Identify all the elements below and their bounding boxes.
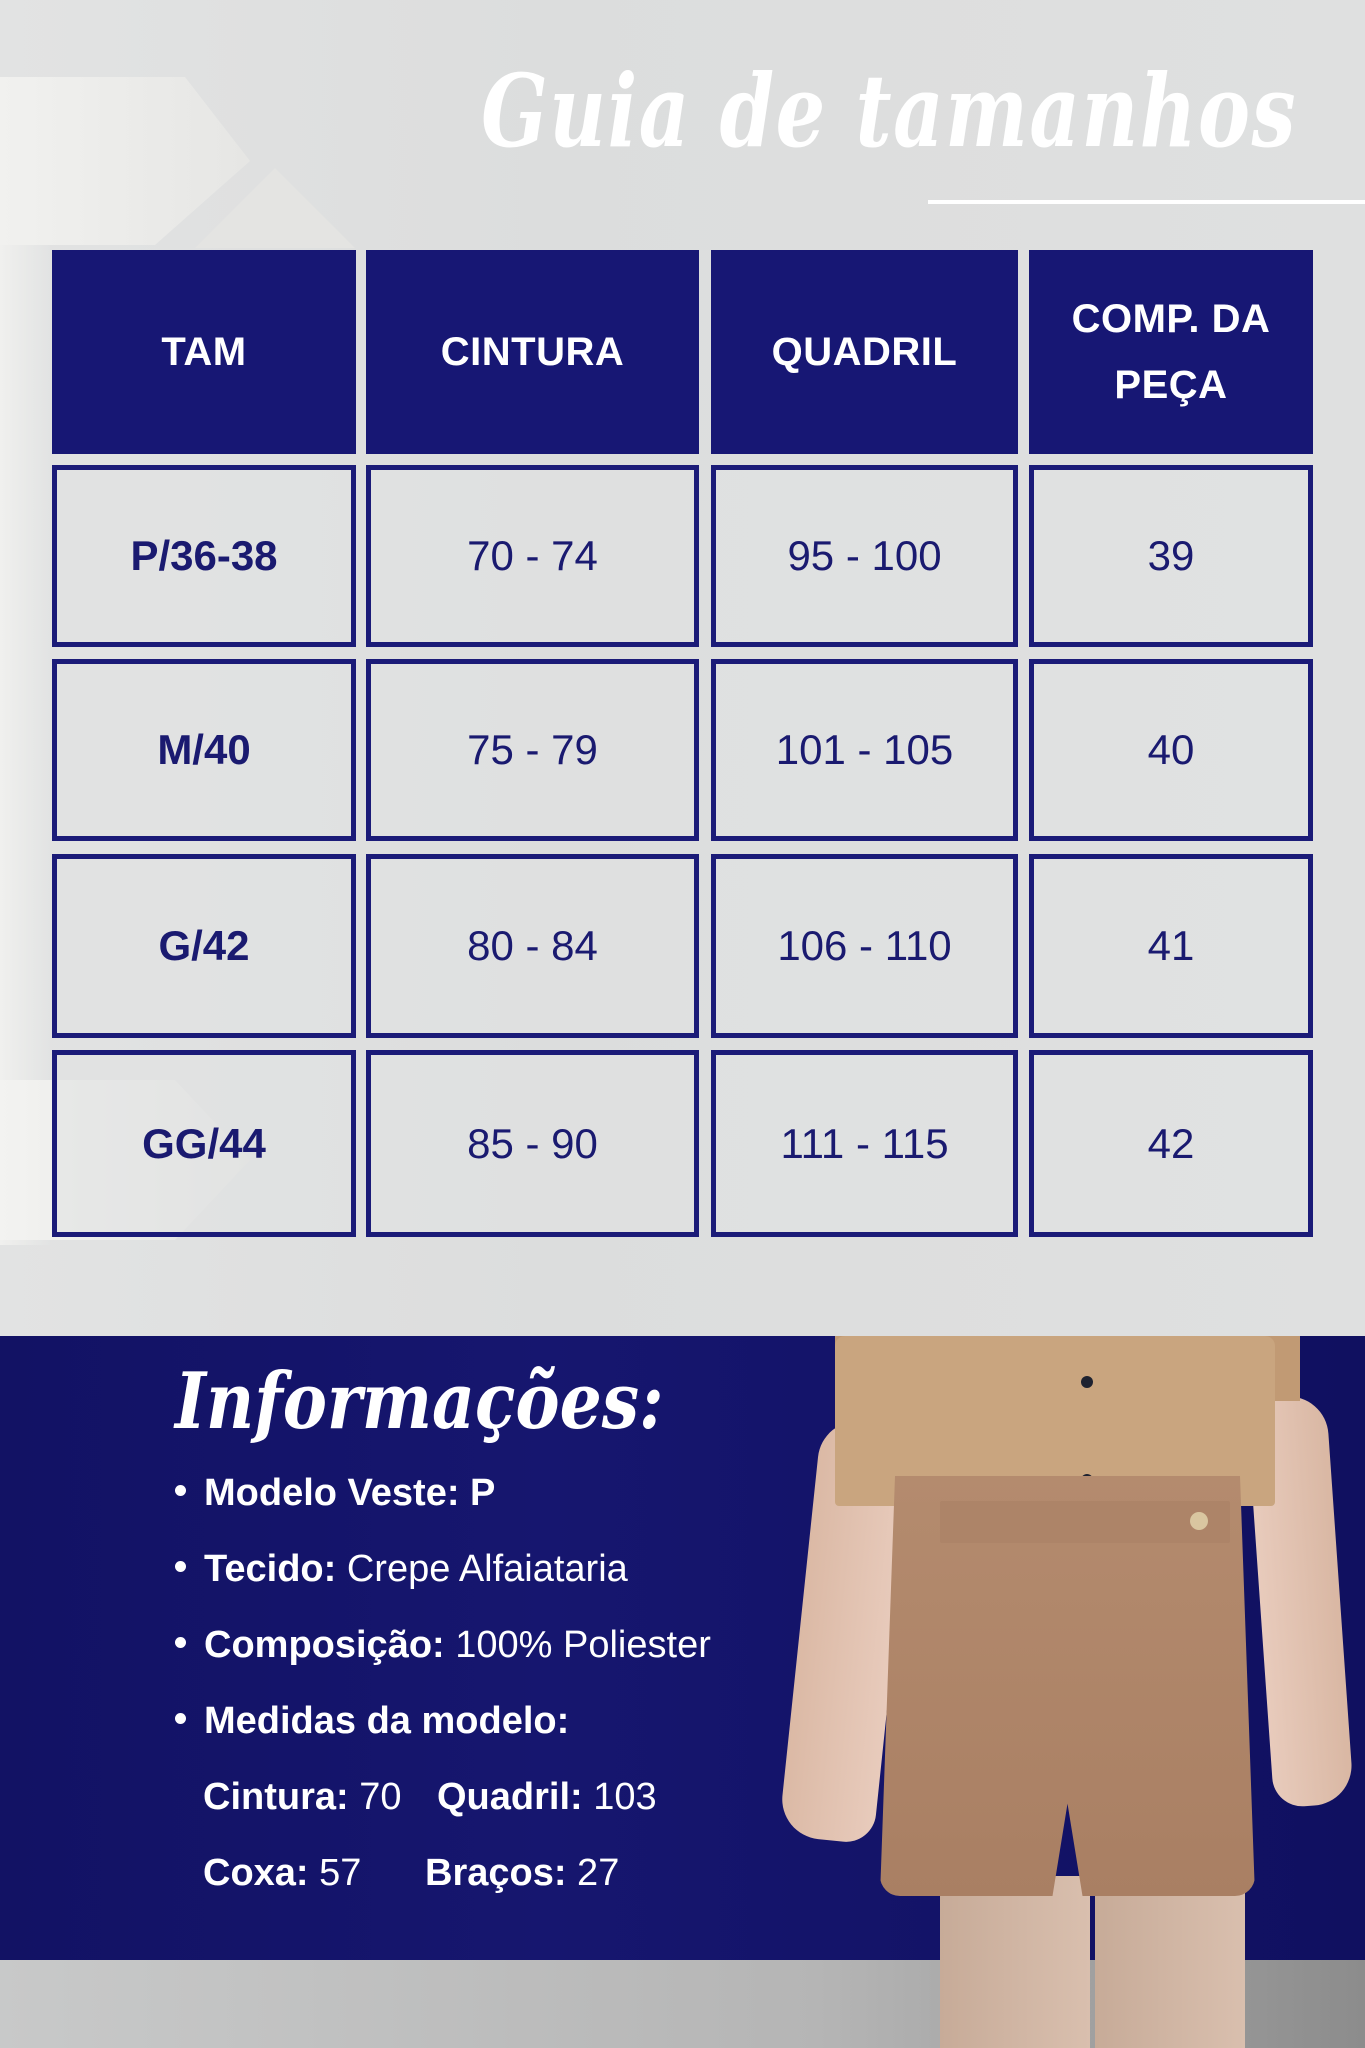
leg <box>1095 1876 1245 2048</box>
cell-quadril: 95 - 100 <box>711 465 1018 647</box>
table-header-row <box>52 250 1313 454</box>
cell-cintura: 80 - 84 <box>366 854 699 1038</box>
bullet-dot-icon <box>175 1713 186 1724</box>
header-comp-line1: COMP. DA <box>1071 297 1271 341</box>
page-title: Guia de tamanhos <box>481 52 1297 170</box>
measure-value: 103 <box>582 1776 657 1818</box>
model-legs <box>920 1876 1250 2048</box>
table-row <box>52 1050 1313 1237</box>
cell-cintura: 75 - 79 <box>366 659 699 841</box>
title-underline <box>928 200 1365 204</box>
belt-snap-icon <box>1190 1512 1208 1530</box>
cell-tam: G/42 <box>52 854 356 1038</box>
bullet-value: Crepe Alfaiataria <box>336 1548 628 1590</box>
cell-tam: P/36-38 <box>52 465 356 647</box>
cell-tam: GG/44 <box>52 1050 356 1237</box>
bullet-dot-icon <box>175 1561 186 1572</box>
bullet-value: 100% Poliester <box>444 1624 711 1666</box>
measure-quadril <box>437 1776 657 1819</box>
bullet-label: Modelo Veste: P <box>204 1472 496 1514</box>
bullet-label: Medidas da modelo: <box>204 1700 570 1742</box>
header-cintura: CINTURA <box>366 250 699 454</box>
shorts-belt <box>940 1501 1230 1543</box>
table-row <box>52 854 1313 1038</box>
measure-value: 57 <box>308 1852 362 1894</box>
bullet-composicao <box>175 1624 711 1667</box>
cell-comp: 41 <box>1029 854 1313 1038</box>
header-quadril: QUADRIL <box>711 250 1018 454</box>
measure-cintura <box>203 1776 401 1819</box>
cell-quadril: 111 - 115 <box>711 1050 1018 1237</box>
shirt-button-icon <box>1081 1376 1093 1388</box>
header-comp-da-peca <box>1029 250 1313 454</box>
measure-bracos <box>425 1852 619 1895</box>
measure-coxa <box>203 1852 361 1895</box>
cell-comp: 40 <box>1029 659 1313 841</box>
cell-quadril: 101 - 105 <box>711 659 1018 841</box>
cell-comp: 39 <box>1029 465 1313 647</box>
cell-quadril: 106 - 110 <box>711 854 1018 1038</box>
cell-tam: M/40 <box>52 659 356 841</box>
measure-label: Coxa: <box>203 1852 309 1894</box>
header-comp-line2: PEÇA <box>1114 363 1228 407</box>
info-title: Informações: <box>175 1356 664 1447</box>
bullet-label: Composição: <box>204 1624 445 1666</box>
model-photo <box>790 1336 1330 2048</box>
bullet-dot-icon <box>175 1637 186 1648</box>
measure-value: 27 <box>566 1852 620 1894</box>
measure-label: Braços: <box>425 1852 567 1894</box>
measure-label: Quadril: <box>437 1776 583 1818</box>
header-tam: TAM <box>52 250 356 454</box>
table-row <box>52 465 1313 647</box>
cell-comp: 42 <box>1029 1050 1313 1237</box>
bullet-medidas <box>175 1700 569 1743</box>
measure-value: 70 <box>348 1776 402 1818</box>
cell-cintura: 70 - 74 <box>366 465 699 647</box>
cell-cintura: 85 - 90 <box>366 1050 699 1237</box>
bullet-label: Tecido: <box>204 1548 337 1590</box>
measure-label: Cintura: <box>203 1776 349 1818</box>
bullet-modelo-veste <box>175 1472 495 1515</box>
bullet-tecido <box>175 1548 628 1591</box>
table-row <box>52 659 1313 841</box>
leg <box>940 1876 1090 2048</box>
bullet-dot-icon <box>175 1485 186 1496</box>
